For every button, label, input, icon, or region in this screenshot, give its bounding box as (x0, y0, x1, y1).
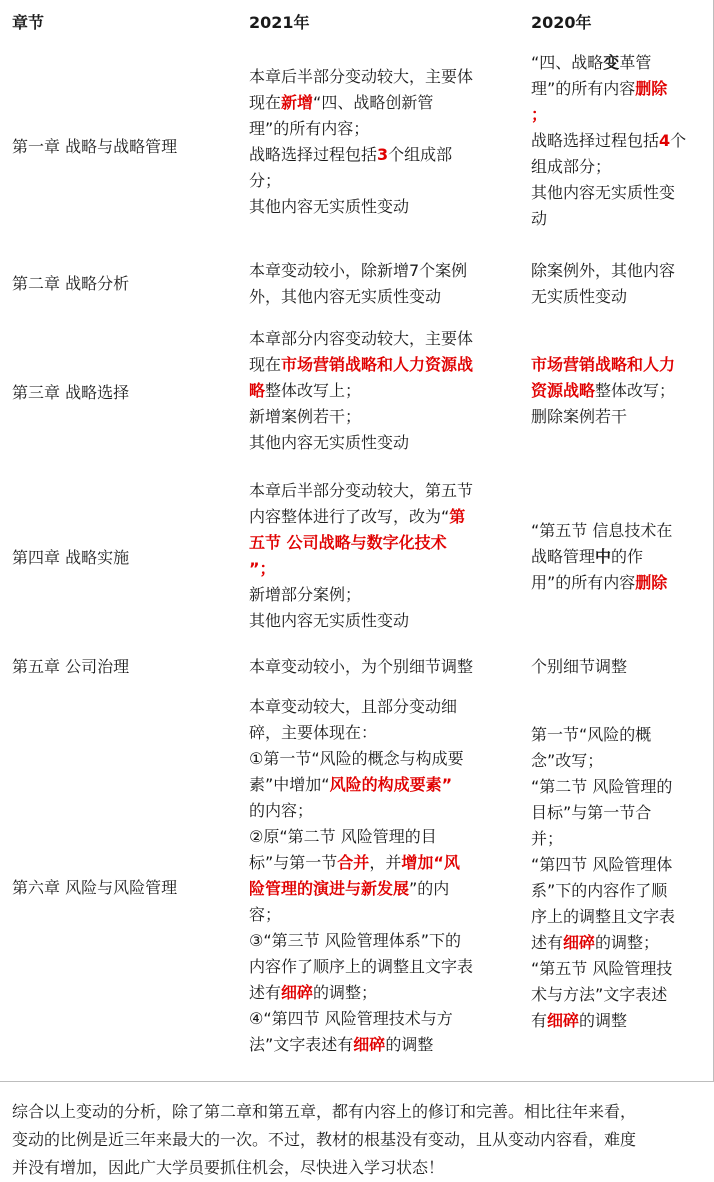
row-1-2021-part: “四、战略创新管 理”的所有内容； 战略选择过程包括 (249, 93, 434, 164)
row-1-2021-highlight: 3 (377, 145, 389, 164)
row-3-chapter: 第三章 战略选择 (12, 383, 130, 402)
row-4-2021-part: 本章后半部分变动较大，第五节 内容整体进行了改写，改为“ (249, 481, 474, 526)
row-6-2020 (531, 722, 707, 1034)
row-1-2021-part: 本章后半部分变动较大，主要体 现在 (249, 67, 474, 112)
row-6-2021-highlight: 细碎 (353, 1035, 386, 1054)
row-1-2020-part: “四、战略 (531, 53, 604, 72)
row-4-2020-part: “第五节 信息技术在 战略管理 (531, 521, 673, 566)
row-6-2021-highlight: 细碎 (281, 983, 314, 1002)
row-4-2020-highlight: 删除 (635, 573, 668, 592)
row-1-2020-highlight: ； (531, 105, 548, 124)
row-3-2021 (249, 326, 511, 456)
row-1-2021-highlight: 新增 (281, 93, 314, 112)
row-6-2021-highlight: 合并 (337, 853, 370, 872)
row-3-2020-highlight: 市场营销战略和人力 资源战略 (531, 355, 676, 400)
row-6-2021-part: 的内容； ②原“第二节 风险管理的目 标”与第一节 (249, 801, 437, 872)
row-1-2020-highlight: 4 (659, 131, 671, 150)
row-1-2020 (531, 50, 707, 232)
row-1-2020-part: 革管 理”的所有内容 (531, 53, 652, 98)
row-4-2020 (531, 518, 707, 596)
row-4-2020-bold: 中 (595, 547, 612, 566)
row-6-2021-highlight: 风险的构成要素” (329, 775, 453, 794)
row-6-2020-highlight: 细碎 (563, 933, 596, 952)
row-6-2021-part: ”的内 容； ③“第三节 风险管理体系”下的 内容作了顺序上的调整且文字表 述有 (249, 879, 474, 1002)
row-4-2020-part: 的作 用”的所有内容 (531, 547, 644, 592)
row-1-2020-part: 个 组成部分； 其他内容无实质性变 动 (531, 131, 687, 228)
row-2-2020: 除案例外，其他内容 无实质性变动 (531, 261, 676, 306)
row-6-2020-part: 的调整； “第五节 风险管理技 术与方法”文字表述 有 (531, 933, 673, 1030)
row-1-chapter: 第一章 战略与战略管理 (12, 137, 178, 156)
row-5-chapter: 第五章 公司治理 (12, 657, 130, 676)
row-1-2020-part: 战略选择过程包括 (531, 131, 660, 150)
row-4-chapter: 第四章 战略实施 (12, 548, 130, 567)
header-2021: 2021年 (249, 13, 310, 32)
row-6-chapter: 第六章 风险与风险管理 (12, 878, 178, 897)
row-4-2021 (249, 478, 511, 634)
row-6-2021-part: ，并 (369, 853, 402, 872)
row-3-2021-part: 整体改写上； 新增案例若干； 其他内容无实质性变动 (249, 381, 410, 452)
row-6-2021-highlight: 增加“风 险管理的演进与新发展 (249, 853, 460, 898)
row-1-2020-highlight: 删除 (635, 79, 668, 98)
header-chapter: 章节 (12, 13, 45, 32)
row-6-2021-part: 本章变动较大，且部分变动细 碎，主要体现在： ①第一节“风险的概念与构成要 素”中增加“ (249, 697, 464, 794)
row-6-2020-part: 的调整 (579, 1011, 628, 1030)
row-6-2020-highlight: 细碎 (547, 1011, 580, 1030)
row-4-2021-highlight: 第 五节 公司战略与数字化技术 ”； (249, 507, 466, 578)
row-6-2021-part: 的调整 (385, 1035, 434, 1054)
header-2020: 2020年 (531, 13, 592, 32)
row-3-2021-highlight: 市场营销战略和人力资源战 略 (249, 355, 474, 400)
row-3-2021-part: 本章部分内容变动较大，主要体 现在 (249, 329, 474, 374)
row-5-2021: 本章变动较小，为个别细节调整 (249, 657, 474, 676)
row-1-2020-bold: 变 (603, 53, 620, 72)
row-3-2020 (531, 352, 707, 430)
summary-paragraph: 综合以上变动的分析，除了第二章和第五章，都有内容上的修订和完善。相比往年来看， 变动的比例是近三年来最大的一次。不过，教材的根基没有变动，且从变动内容看，难度 并没有增加，因此广大学员要抓住机会，尽快进入学习状态！ (12, 1102, 637, 1177)
row-2-2021: 本章变动较小，除新增7个案例 外，其他内容无实质性变动 (249, 261, 468, 306)
row-4-2021-part: 新增部分案例； 其他内容无实质性变动 (249, 585, 410, 630)
row-1-2021-part: 个组成部 分； 其他内容无实质性变动 (249, 145, 453, 216)
row-6-2020-part: 第一节“风险的概 念”改写； “第二节 风险管理的 目标”与第一节合 并； “第四节 风险管理体 系”下的内容作了顺 序上的调整且文字表 述有 (531, 725, 676, 952)
row-3-2020-part: 整体改写； 删除案例若干 (531, 381, 676, 426)
row-6-2021-part: 的调整； ④“第四节 风险管理技术与方 法”文字表述有 (249, 983, 453, 1054)
row-5-2020: 个别细节调整 (531, 657, 628, 676)
row-2-chapter: 第二章 战略分析 (12, 274, 130, 293)
row-6-2021 (249, 694, 511, 1058)
row-1-2021 (249, 64, 511, 220)
